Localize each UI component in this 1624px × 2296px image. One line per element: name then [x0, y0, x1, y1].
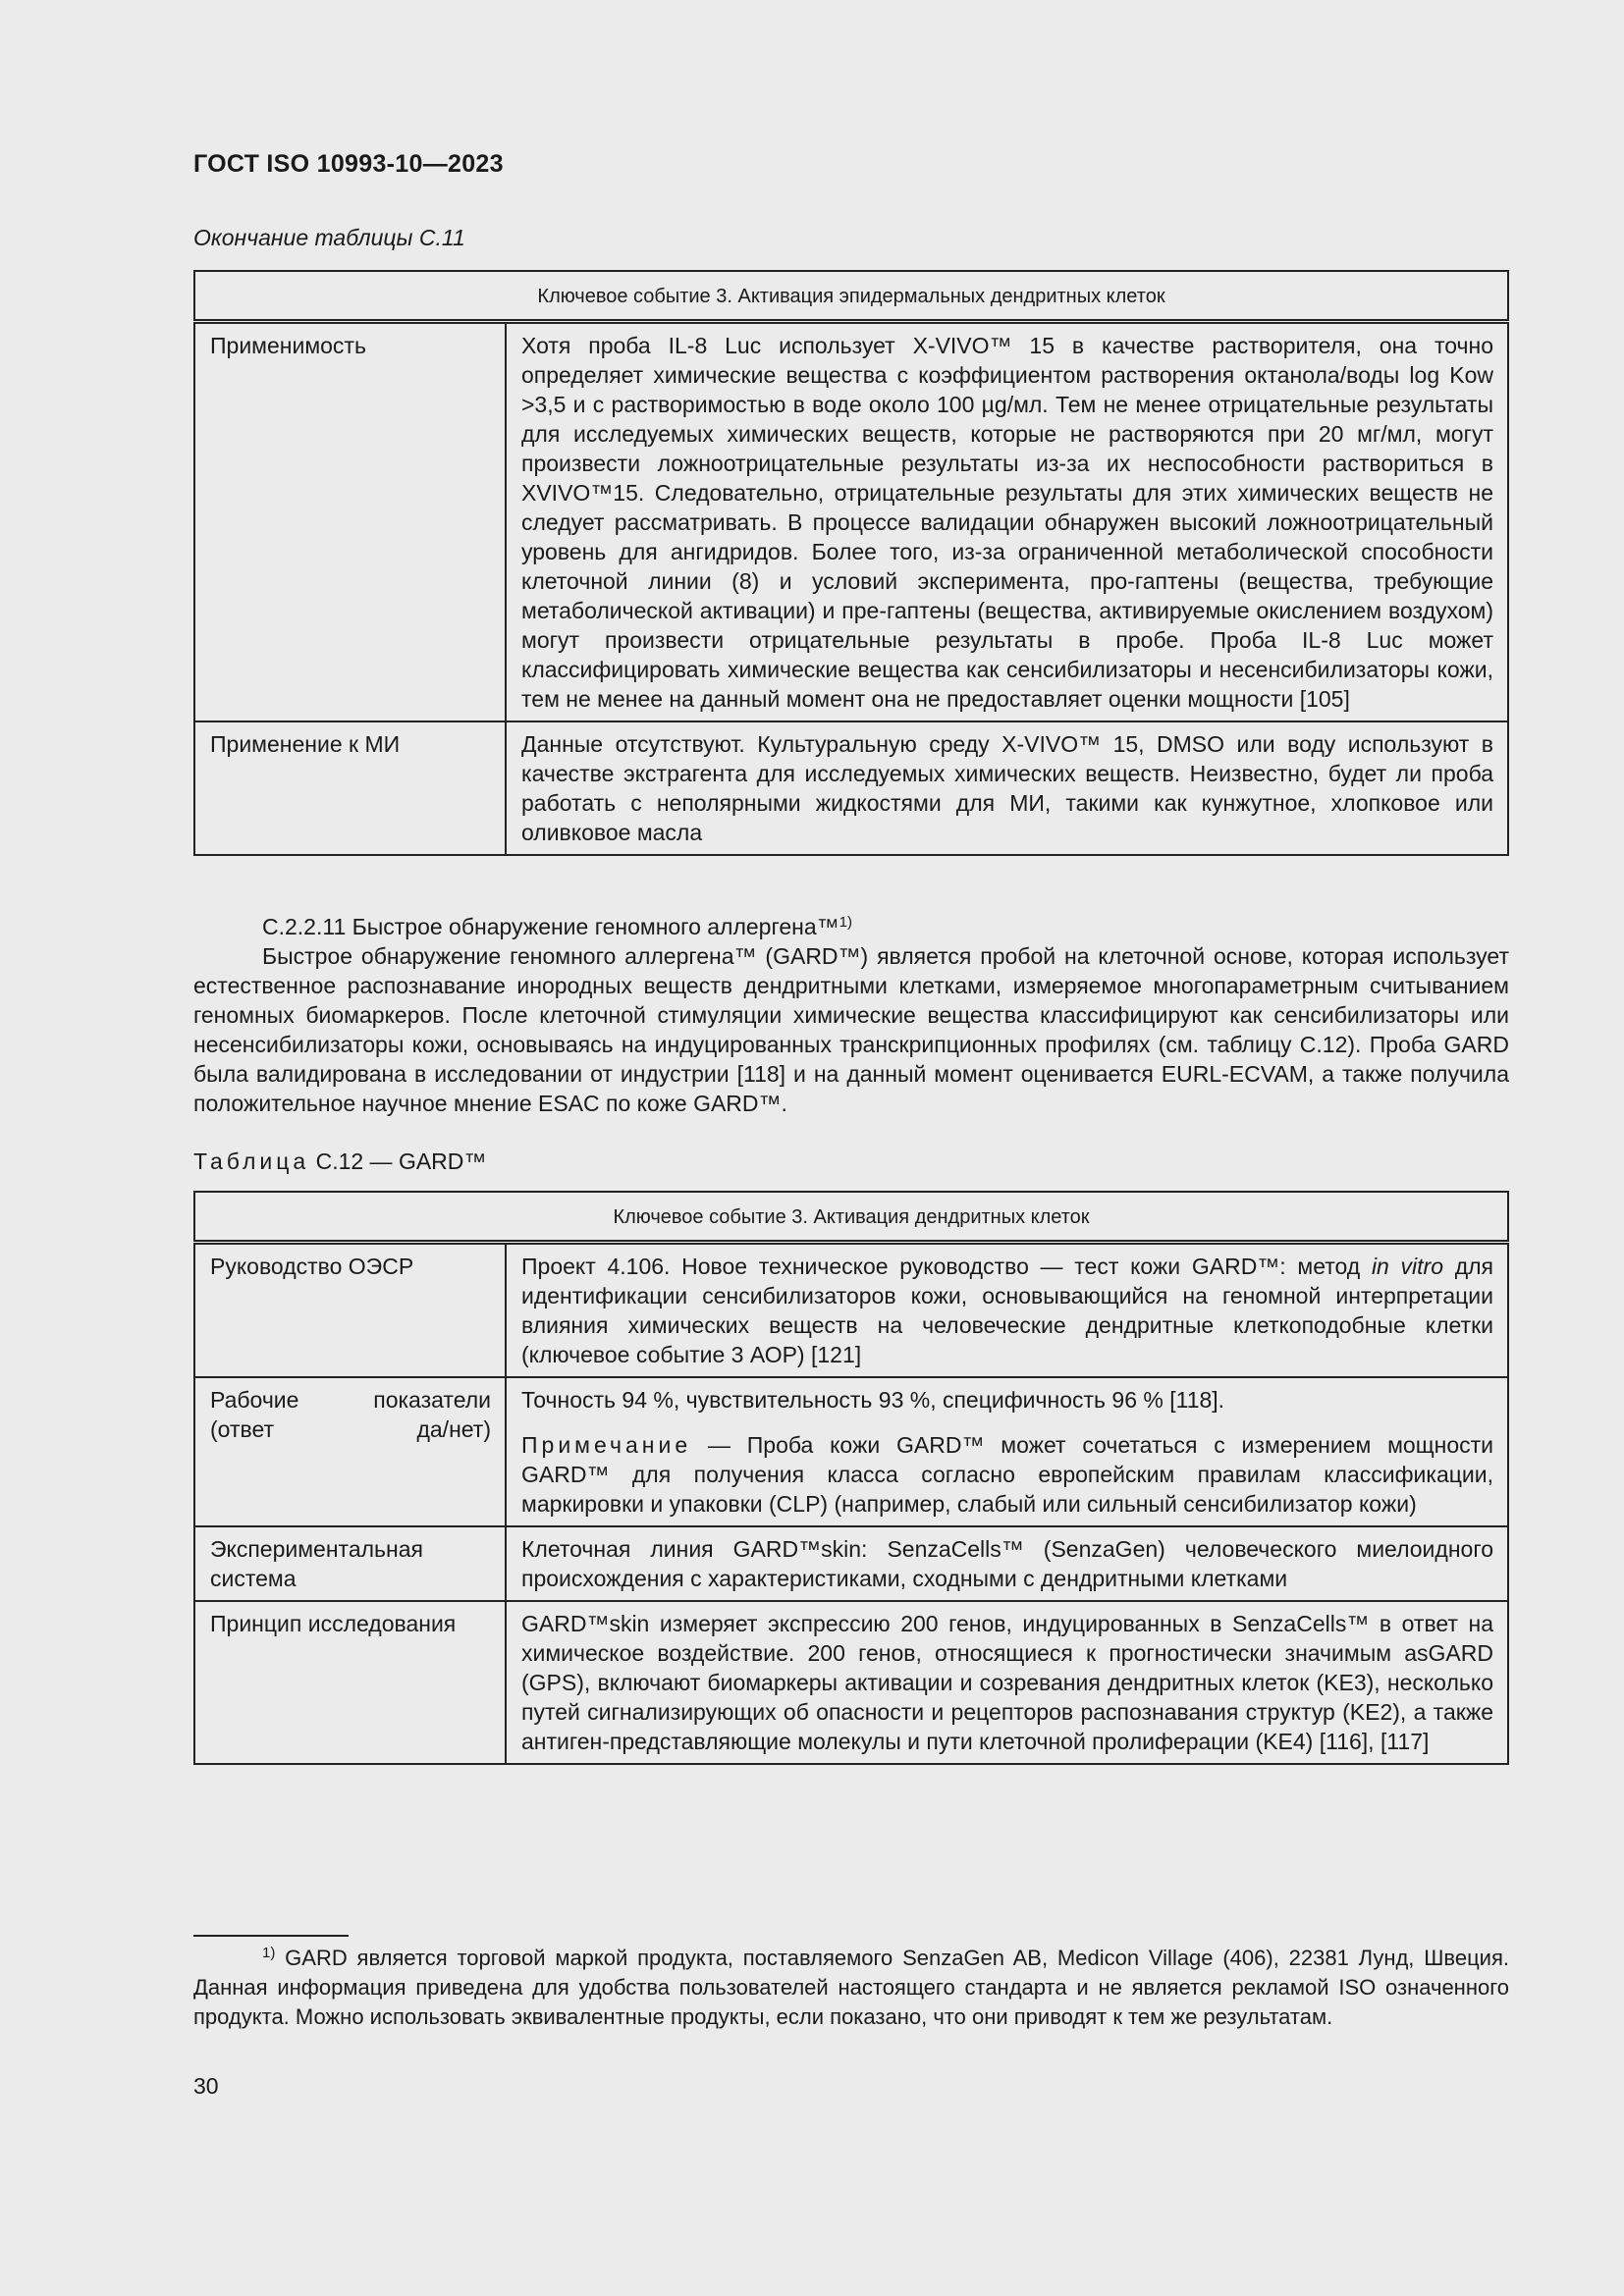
row-label-text: Экспериментальная система	[210, 1536, 423, 1591]
section-c2211	[193, 912, 1509, 1118]
section-paragraph: Быстрое обнаружение геномного аллергена™ (GARD™) является пробой на клеточной основе, которая использует естественное распознавание инородных веществ дендритными клетками, измеряемое многопараметрным считыванием геномных биомаркеров. После клеточной стимуляции химические вещества классифицируют как сенсибилизаторы или несенсибилизаторы кожи, основываясь на индуцированных транскрипционных профилях (см. таблицу С.12). Проба GARD была валидирована в исследовании от индустрии [118] и на данный момент оценивается EURL-ECVAM, а также получила положительное научное мнение ESAC по коже GARD™.	[193, 943, 1509, 1116]
table-c12	[193, 1191, 1509, 1765]
row-text-part: для идентификации сенсибилизаторов кожи, основывающийся на геномной интерпретации влияния химических веществ на человеческие дендритные клеткоподобные клетки (ключевое событие 3 АОР) [121]	[521, 1254, 1493, 1367]
row-label: Руководство ОЭСР	[194, 1243, 506, 1378]
table-c11-title: Ключевое событие 3. Активация эпидермальных дендритных клеток	[194, 271, 1508, 322]
table-c11	[193, 270, 1509, 856]
row-label: Принцип исследования	[194, 1601, 506, 1764]
row-text-part: Проект 4.106. Новое техническое руководство — тест кожи GARD™: метод	[521, 1254, 1372, 1279]
row-note	[521, 1430, 1493, 1519]
table-row	[194, 1601, 1508, 1764]
row-text: Хотя проба IL-8 Luc использует X-VIVO™ 15 в качестве растворителя, она точно определяет химические вещества с коэффициентом растворения октанола/воды log Kow >3,5 и с растворимостью в воде около 100 µg/мл. Тем не менее отрицательные результаты для исследуемых химических веществ, которые не растворяются при 20 мг/мл, могут произвести ложноотрицательные результаты из-за их неспособности раствориться в XVIVO™15. Следовательно, отрицательные результаты для этих химических веществ не следует рассматривать. В процессе валидации обнаружен высокий ложноотрицательный уровень для ангидридов. Более того, из-за ограниченной метаболической способности клеточной линии (8) и условий эксперимента, про-гаптены (вещества, требующие метаболической активации) и пре-гаптены (вещества, активируемые окислением воздухом) могут произвести отрицательные результаты в пробе. Проба IL-8 Luc может классифицировать химические вещества как сенсибилизаторы и несенсибилизаторы кожи, тем не менее на данный момент она не предоставляет оценки мощности [105]	[506, 322, 1508, 722]
row-text: Данные отсутствуют. Культуральную среду X-VIVO™ 15, DMSO или воду используют в качестве экстрагента для исследуемых химических веществ. Неизвестно, будет ли проба работать с неполярными жидкостями для МИ, такими как кунжутное, хлопковое или оливковое масла	[506, 721, 1508, 855]
table-caption-word: Таблица	[193, 1148, 310, 1174]
row-text	[506, 1243, 1508, 1378]
footnote-separator	[193, 1935, 349, 1937]
row-text: Клеточная линия GARD™skin: SenzaCells™ (SenzaGen) человеческого миелоидного происхождения с характеристиками, сходными с дендритными клетками	[506, 1526, 1508, 1601]
document-header: ГОСТ ISO 10993-10—2023	[193, 150, 504, 178]
row-text-italic: in vitro	[1371, 1254, 1443, 1279]
table-caption-rest: С.12 — GARD™	[309, 1148, 487, 1174]
footnote-text: GARD является торговой маркой продукта, поставляемого SenzaGen AB, Medicon Village (406), 22381 Лунд, Швеция. Данная информация приведена для удобства пользователей настоящего стандарта и не является рекламой ISO означенного продукта. Можно использовать эквивалентные продукты, если показано, что они приводят к тем же результатам.	[193, 1946, 1509, 2029]
table-c12-caption	[193, 1148, 486, 1175]
table-row	[194, 1377, 1508, 1526]
row-label	[194, 1377, 506, 1526]
table-row	[194, 322, 1508, 722]
table-row	[194, 1243, 1508, 1378]
note-label: Примечание	[521, 1432, 692, 1458]
row-text	[506, 1377, 1508, 1526]
section-heading-text: С.2.2.11 Быстрое обнаружение геномного аллергена™	[262, 914, 839, 939]
section-heading	[193, 912, 1509, 941]
row-label	[194, 1526, 506, 1601]
row-label: Применение к МИ	[194, 721, 506, 855]
table-continuation-caption: Окончание таблицы С.11	[193, 225, 465, 250]
note-text: — Проба кожи GARD™ может сочетаться с измерением мощности GARD™ для получения класса согласно европейским правилам классификации, маркировки и упаковки (CLP) (например, слабый или сильный сенсибилизатор кожи)	[521, 1432, 1493, 1517]
footnote-reference: 1)	[839, 914, 852, 931]
page-number: 30	[193, 2073, 219, 2099]
table-row	[194, 1526, 1508, 1601]
footnote-marker: 1)	[262, 1945, 276, 1961]
row-text-main: Точность 94 %, чувствительность 93 %, специфичность 96 % [118].	[521, 1387, 1225, 1413]
row-label-text: Рабочие показатели (ответ да/нет)	[210, 1387, 491, 1442]
footnote	[193, 1944, 1509, 2032]
row-text: GARD™skin измеряет экспрессию 200 генов, индуцированных в SenzaCells™ в ответ на химическое воздействие. 200 генов, относящиеся к прогностически значимым asGARD (GPS), включают биомаркеры активации и созревания дендритных клеток (KE3), несколько путей сигнализирующих об опасности и рецепторов распознавания структур (KE2), а также антиген-представляющие молекулы и пути клеточной пролиферации (KE4) [116], [117]	[506, 1601, 1508, 1764]
row-label: Применимость	[194, 322, 506, 722]
table-c12-title: Ключевое событие 3. Активация дендритных клеток	[194, 1192, 1508, 1243]
table-row	[194, 721, 1508, 855]
